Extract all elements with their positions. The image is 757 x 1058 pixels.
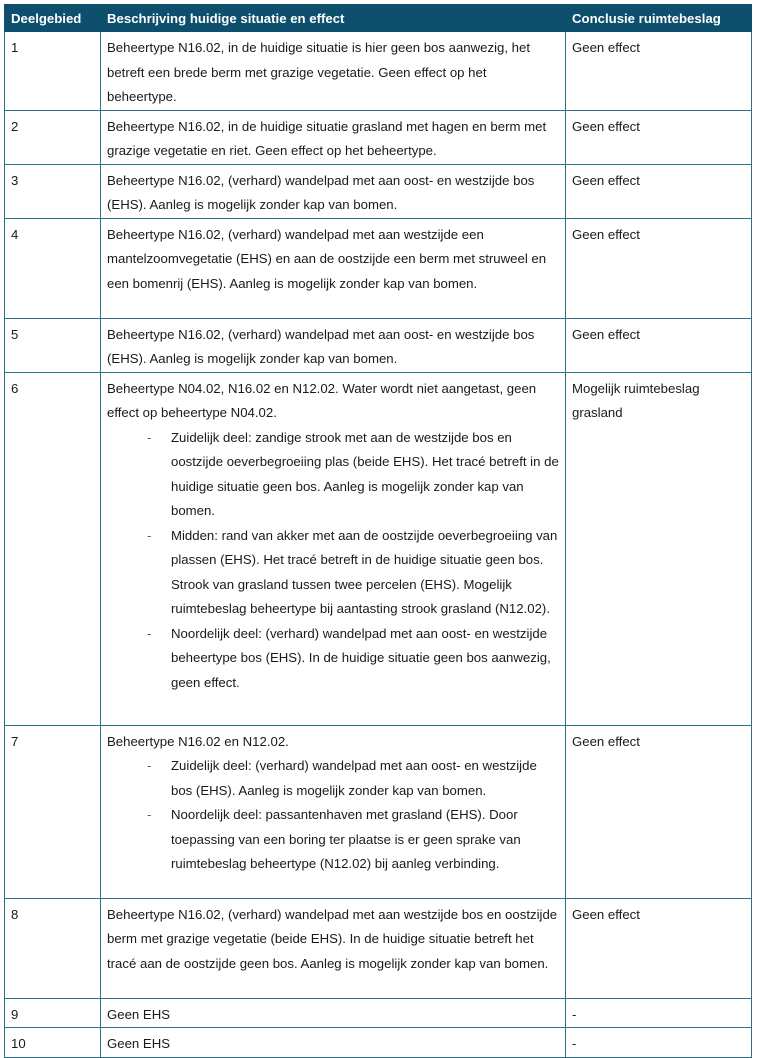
- table-row: [5, 998, 752, 1028]
- description-text: Beheertype N16.02, (verhard) wandelpad met aan oost- en westzijde bos (EHS). Aanleg is mogelijk zonder kap van bomen.: [107, 172, 535, 212]
- deelgebied-table: [4, 4, 752, 1058]
- table-row: [5, 1028, 752, 1058]
- cell-deelgebied: 3: [5, 164, 101, 218]
- cell-beschrijving: [101, 164, 566, 218]
- cell-beschrijving: [101, 318, 566, 372]
- cell-conclusie: Geen effect: [566, 218, 752, 318]
- cell-conclusie: Geen effect: [566, 164, 752, 218]
- cell-conclusie: Geen effect: [566, 110, 752, 164]
- sub-list: [107, 754, 559, 877]
- table-body: [5, 32, 752, 1058]
- cell-conclusie: -: [566, 998, 752, 1028]
- cell-beschrijving: [101, 998, 566, 1028]
- sub-list-item: [147, 426, 559, 524]
- description-text: Beheertype N16.02, (verhard) wandelpad met aan westzijde bos en oostzijde berm met grazige vegetatie (beide EHS). In de huidige situatie betreft het tracé aan de oostzijde geen bos. Aanleg is mogelijk zonder kap van bomen.: [107, 906, 558, 971]
- table-row: [5, 218, 752, 318]
- cell-conclusie: Mogelijk ruimtebeslag grasland: [566, 372, 752, 725]
- dash-bullet-icon: -: [147, 527, 152, 543]
- dash-bullet-icon: -: [147, 758, 152, 773]
- table-row: [5, 318, 752, 372]
- cell-conclusie: Geen effect: [566, 32, 752, 111]
- cell-beschrijving: [101, 32, 566, 111]
- sub-list-text: Zuidelijk deel: (verhard) wandelpad met aan oost- en westzijde bos (EHS). Aanleg is mogelijk zonder kap van bomen.: [171, 758, 537, 798]
- cell-beschrijving: [101, 898, 566, 998]
- cell-conclusie: Geen effect: [566, 898, 752, 998]
- cell-deelgebied: 1: [5, 32, 101, 111]
- sub-list-text: Zuidelijk deel: zandige strook met aan de westzijde bos en oostzijde oeverbegroeiing plas (beide EHS). Het tracé betreft in de huidige situatie geen bos. Aanleg is mogelijk zonder kap van bomen.: [171, 429, 559, 518]
- sub-list: [107, 426, 559, 696]
- dash-bullet-icon: -: [147, 807, 152, 822]
- sub-list-item: [147, 622, 559, 696]
- description-text: Geen EHS: [107, 1006, 171, 1022]
- cell-deelgebied: 6: [5, 372, 101, 725]
- sub-list-item: [147, 803, 559, 877]
- description-text: Beheertype N16.02, in de huidige situatie is hier geen bos aanwezig, het betreft een brede berm met grazige vegetatie. Geen effect op het beheertype.: [107, 40, 531, 104]
- cell-deelgebied: 2: [5, 110, 101, 164]
- cell-deelgebied: 4: [5, 218, 101, 318]
- header-beschrijving: Beschrijving huidige situatie en effect: [101, 5, 566, 32]
- sub-list-text: Noordelijk deel: (verhard) wandelpad met aan oost- en westzijde beheertype bos (EHS). In de huidige situatie geen bos aanwezig, geen effect.: [171, 625, 551, 690]
- cell-beschrijving: [101, 372, 566, 725]
- cell-conclusie: Geen effect: [566, 318, 752, 372]
- description-text: Beheertype N16.02 en N12.02.: [107, 733, 289, 749]
- cell-conclusie: Geen effect: [566, 725, 752, 898]
- table-header-row: [5, 5, 752, 32]
- header-conclusie: Conclusie ruimtebeslag: [566, 5, 752, 32]
- cell-deelgebied: 5: [5, 318, 101, 372]
- sub-list-item: [147, 524, 559, 622]
- cell-deelgebied: 9: [5, 998, 101, 1028]
- table-row: [5, 725, 752, 898]
- description-text: Geen EHS: [107, 1036, 171, 1051]
- header-deelgebied: Deelgebied: [5, 5, 101, 32]
- cell-deelgebied: 8: [5, 898, 101, 998]
- cell-beschrijving: [101, 218, 566, 318]
- description-text: Beheertype N16.02, (verhard) wandelpad met aan oost- en westzijde bos (EHS). Aanleg is mogelijk zonder kap van bomen.: [107, 326, 535, 366]
- description-text: Beheertype N04.02, N16.02 en N12.02. Water wordt niet aangetast, geen effect op beheertype N04.02.: [107, 380, 537, 420]
- table-row: [5, 32, 752, 111]
- sub-list-text: Noordelijk deel: passantenhaven met grasland (EHS). Door toepassing van een boring ter plaatse is er geen sprake van ruimtebeslag beheertype (N12.02) bij aanleg verbinding.: [171, 807, 521, 871]
- table-row: [5, 164, 752, 218]
- cell-deelgebied: 10: [5, 1028, 101, 1058]
- table-row: [5, 372, 752, 725]
- cell-beschrijving: [101, 110, 566, 164]
- cell-conclusie: -: [566, 1028, 752, 1058]
- table-row: [5, 110, 752, 164]
- dash-bullet-icon: -: [147, 625, 152, 641]
- sub-list-item: [147, 754, 559, 803]
- description-text: Beheertype N16.02, (verhard) wandelpad met aan westzijde een mantelzoomvegetatie (EHS) en aan de oostzijde een berm met struweel en een bomenrij (EHS). Aanleg is mogelijk zonder kap van bomen.: [107, 226, 547, 291]
- description-text: Beheertype N16.02, in de huidige situatie grasland met hagen en berm met grazige vegetatie en riet. Geen effect op het beheertype.: [107, 118, 547, 158]
- dash-bullet-icon: -: [147, 429, 152, 445]
- table-row: [5, 898, 752, 998]
- cell-beschrijving: [101, 725, 566, 898]
- sub-list-text: Midden: rand van akker met aan de oostzijde oeverbegroeiing van plassen (EHS). Het tracé betreft in de huidige situatie geen bos. Strook van grasland tussen twee percelen (EHS). Mogelijk ruimtebeslag beheertype bij aantasting strook grasland (N12.02).: [171, 527, 558, 616]
- cell-beschrijving: [101, 1028, 566, 1058]
- cell-deelgebied: 7: [5, 725, 101, 898]
